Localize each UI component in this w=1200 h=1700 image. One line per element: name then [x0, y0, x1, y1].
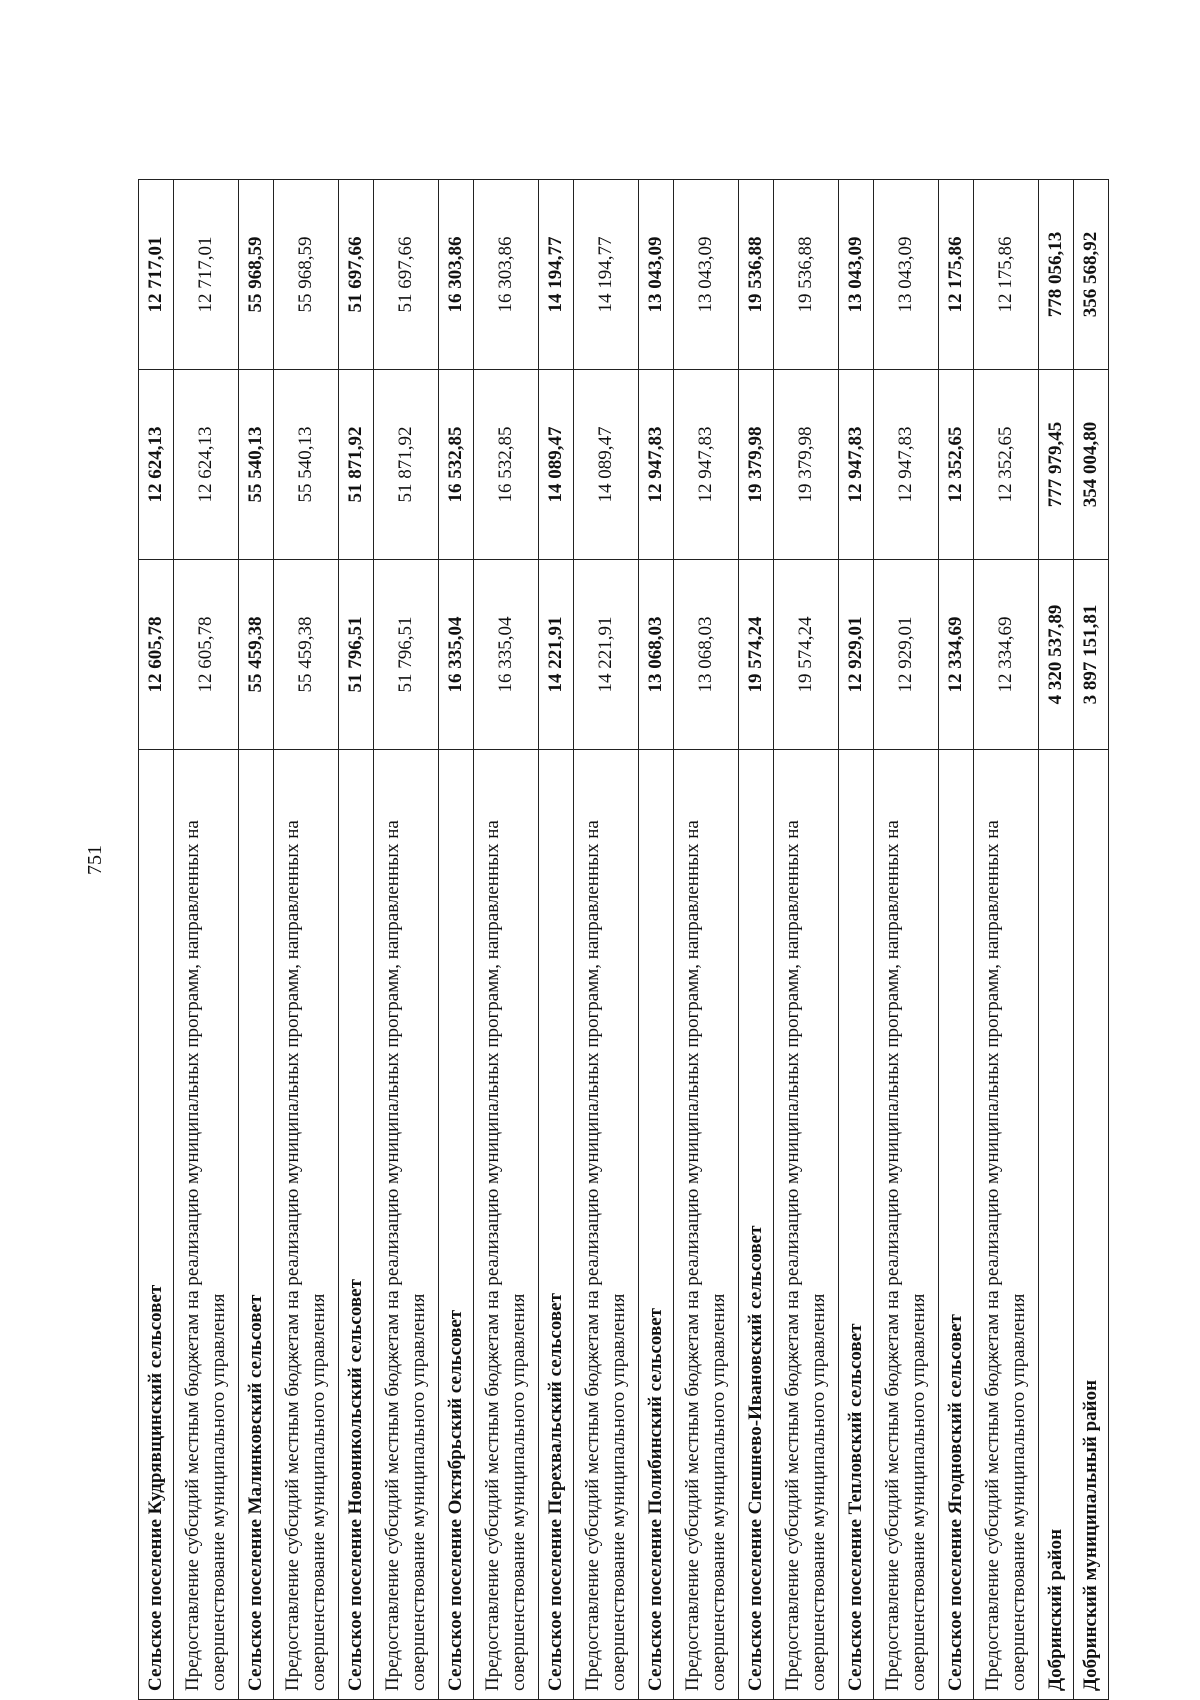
value-2-cell: 19 379,98	[739, 370, 774, 560]
table-row-detail	[174, 180, 239, 1700]
row-name-cell: Сельское поселение Малинковский сельсовет	[239, 750, 274, 1700]
value-3-cell: 12 717,01	[174, 180, 239, 370]
page-number: 751	[84, 845, 106, 875]
value-3-cell: 16 303,86	[474, 180, 539, 370]
row-name-cell: Сельское поселение Полибинский сельсовет	[639, 750, 674, 1700]
value-2-cell: 14 089,47	[574, 370, 639, 560]
value-1-cell: 12 929,01	[839, 560, 874, 750]
value-1-cell: 16 335,04	[474, 560, 539, 750]
value-2-cell: 51 871,92	[374, 370, 439, 560]
row-name-cell: Добринский муниципальный район	[1074, 750, 1109, 1700]
value-2-cell: 12 352,65	[974, 370, 1039, 560]
value-1-cell: 51 796,51	[374, 560, 439, 750]
value-2-cell: 16 532,85	[474, 370, 539, 560]
table-row-total	[739, 180, 774, 1700]
value-1-cell: 12 929,01	[874, 560, 939, 750]
value-1-cell: 12 334,69	[974, 560, 1039, 750]
row-name-cell: Предоставление субсидий местным бюджетам на реализацию муниципальных программ, направленных на совершенствование муниципального управления	[374, 750, 439, 1700]
row-name-cell: Сельское поселение Кудрявщинский сельсовет	[139, 750, 174, 1700]
table-row-total	[839, 180, 874, 1700]
row-name-cell: Предоставление субсидий местным бюджетам на реализацию муниципальных программ, направленных на совершенствование муниципального управления	[874, 750, 939, 1700]
row-name-cell: Добринский район	[1039, 750, 1074, 1700]
table-row-detail	[374, 180, 439, 1700]
value-1-cell: 12 334,69	[939, 560, 974, 750]
budget-table	[138, 179, 1109, 1700]
row-name-cell: Предоставление субсидий местным бюджетам на реализацию муниципальных программ, направленных на совершенствование муниципального управления	[274, 750, 339, 1700]
row-name-cell: Предоставление субсидий местным бюджетам на реализацию муниципальных программ, направленных на совершенствование муниципального управления	[774, 750, 839, 1700]
value-3-cell: 55 968,59	[239, 180, 274, 370]
value-3-cell: 13 043,09	[639, 180, 674, 370]
value-2-cell: 12 624,13	[174, 370, 239, 560]
table-row-total	[539, 180, 574, 1700]
value-3-cell: 14 194,77	[539, 180, 574, 370]
value-3-cell: 356 568,92	[1074, 180, 1109, 370]
table-row-detail	[874, 180, 939, 1700]
value-2-cell: 19 379,98	[774, 370, 839, 560]
value-2-cell: 12 947,83	[874, 370, 939, 560]
value-3-cell: 13 043,09	[839, 180, 874, 370]
value-3-cell: 16 303,86	[439, 180, 474, 370]
value-1-cell: 12 605,78	[174, 560, 239, 750]
value-2-cell: 14 089,47	[539, 370, 574, 560]
value-3-cell: 13 043,09	[874, 180, 939, 370]
value-1-cell: 19 574,24	[774, 560, 839, 750]
row-name-cell: Предоставление субсидий местным бюджетам на реализацию муниципальных программ, направленных на совершенствование муниципального управления	[574, 750, 639, 1700]
value-1-cell: 14 221,91	[574, 560, 639, 750]
value-1-cell: 4 320 537,89	[1039, 560, 1074, 750]
value-1-cell: 13 068,03	[639, 560, 674, 750]
value-2-cell: 16 532,85	[439, 370, 474, 560]
row-name-cell: Предоставление субсидий местным бюджетам на реализацию муниципальных программ, направленных на совершенствование муниципального управления	[174, 750, 239, 1700]
table-row-detail	[974, 180, 1039, 1700]
value-3-cell: 51 697,66	[374, 180, 439, 370]
table-row-total	[339, 180, 374, 1700]
value-3-cell: 14 194,77	[574, 180, 639, 370]
value-3-cell: 55 968,59	[274, 180, 339, 370]
value-1-cell: 51 796,51	[339, 560, 374, 750]
value-1-cell: 55 459,38	[274, 560, 339, 750]
value-3-cell: 12 175,86	[974, 180, 1039, 370]
value-2-cell: 12 352,65	[939, 370, 974, 560]
table-row-detail	[474, 180, 539, 1700]
value-2-cell: 12 947,83	[639, 370, 674, 560]
value-3-cell: 51 697,66	[339, 180, 374, 370]
table-row-detail	[774, 180, 839, 1700]
value-1-cell: 12 605,78	[139, 560, 174, 750]
table-row-total	[239, 180, 274, 1700]
table-row-detail	[674, 180, 739, 1700]
value-2-cell: 354 004,80	[1074, 370, 1109, 560]
value-2-cell: 12 947,83	[839, 370, 874, 560]
table-row-total	[1039, 180, 1074, 1700]
value-3-cell: 19 536,88	[739, 180, 774, 370]
table-row-total	[939, 180, 974, 1700]
value-1-cell: 14 221,91	[539, 560, 574, 750]
value-1-cell: 3 897 151,81	[1074, 560, 1109, 750]
value-2-cell: 51 871,92	[339, 370, 374, 560]
value-3-cell: 12 717,01	[139, 180, 174, 370]
table-row-detail	[574, 180, 639, 1700]
rotated-table-wrapper	[138, 180, 1101, 1700]
rotated-table-canvas	[138, 180, 1101, 1700]
value-1-cell: 13 068,03	[674, 560, 739, 750]
value-3-cell: 12 175,86	[939, 180, 974, 370]
value-2-cell: 12 947,83	[674, 370, 739, 560]
row-name-cell: Сельское поселение Ягодновский сельсовет	[939, 750, 974, 1700]
row-name-cell: Предоставление субсидий местным бюджетам на реализацию муниципальных программ, направленных на совершенствование муниципального управления	[474, 750, 539, 1700]
budget-table-body	[139, 180, 1109, 1700]
value-2-cell: 12 624,13	[139, 370, 174, 560]
value-3-cell: 19 536,88	[774, 180, 839, 370]
row-name-cell: Предоставление субсидий местным бюджетам на реализацию муниципальных программ, направленных на совершенствование муниципального управления	[974, 750, 1039, 1700]
value-2-cell: 777 979,45	[1039, 370, 1074, 560]
table-row-total	[139, 180, 174, 1700]
table-row-total	[639, 180, 674, 1700]
row-name-cell: Предоставление субсидий местным бюджетам на реализацию муниципальных программ, направленных на совершенствование муниципального управления	[674, 750, 739, 1700]
table-row-total	[439, 180, 474, 1700]
value-1-cell: 55 459,38	[239, 560, 274, 750]
value-2-cell: 55 540,13	[239, 370, 274, 560]
row-name-cell: Сельское поселение Перехвальский сельсовет	[539, 750, 574, 1700]
value-3-cell: 778 056,13	[1039, 180, 1074, 370]
row-name-cell: Сельское поселение Спешнево-Ивановский сельсовет	[739, 750, 774, 1700]
value-1-cell: 19 574,24	[739, 560, 774, 750]
value-3-cell: 13 043,09	[674, 180, 739, 370]
row-name-cell: Сельское поселение Тепловский сельсовет	[839, 750, 874, 1700]
table-row-detail	[274, 180, 339, 1700]
row-name-cell: Сельское поселение Октябрьский сельсовет	[439, 750, 474, 1700]
value-1-cell: 16 335,04	[439, 560, 474, 750]
value-2-cell: 55 540,13	[274, 370, 339, 560]
table-row-total	[1074, 180, 1109, 1700]
row-name-cell: Сельское поселение Новоникольский сельсовет	[339, 750, 374, 1700]
